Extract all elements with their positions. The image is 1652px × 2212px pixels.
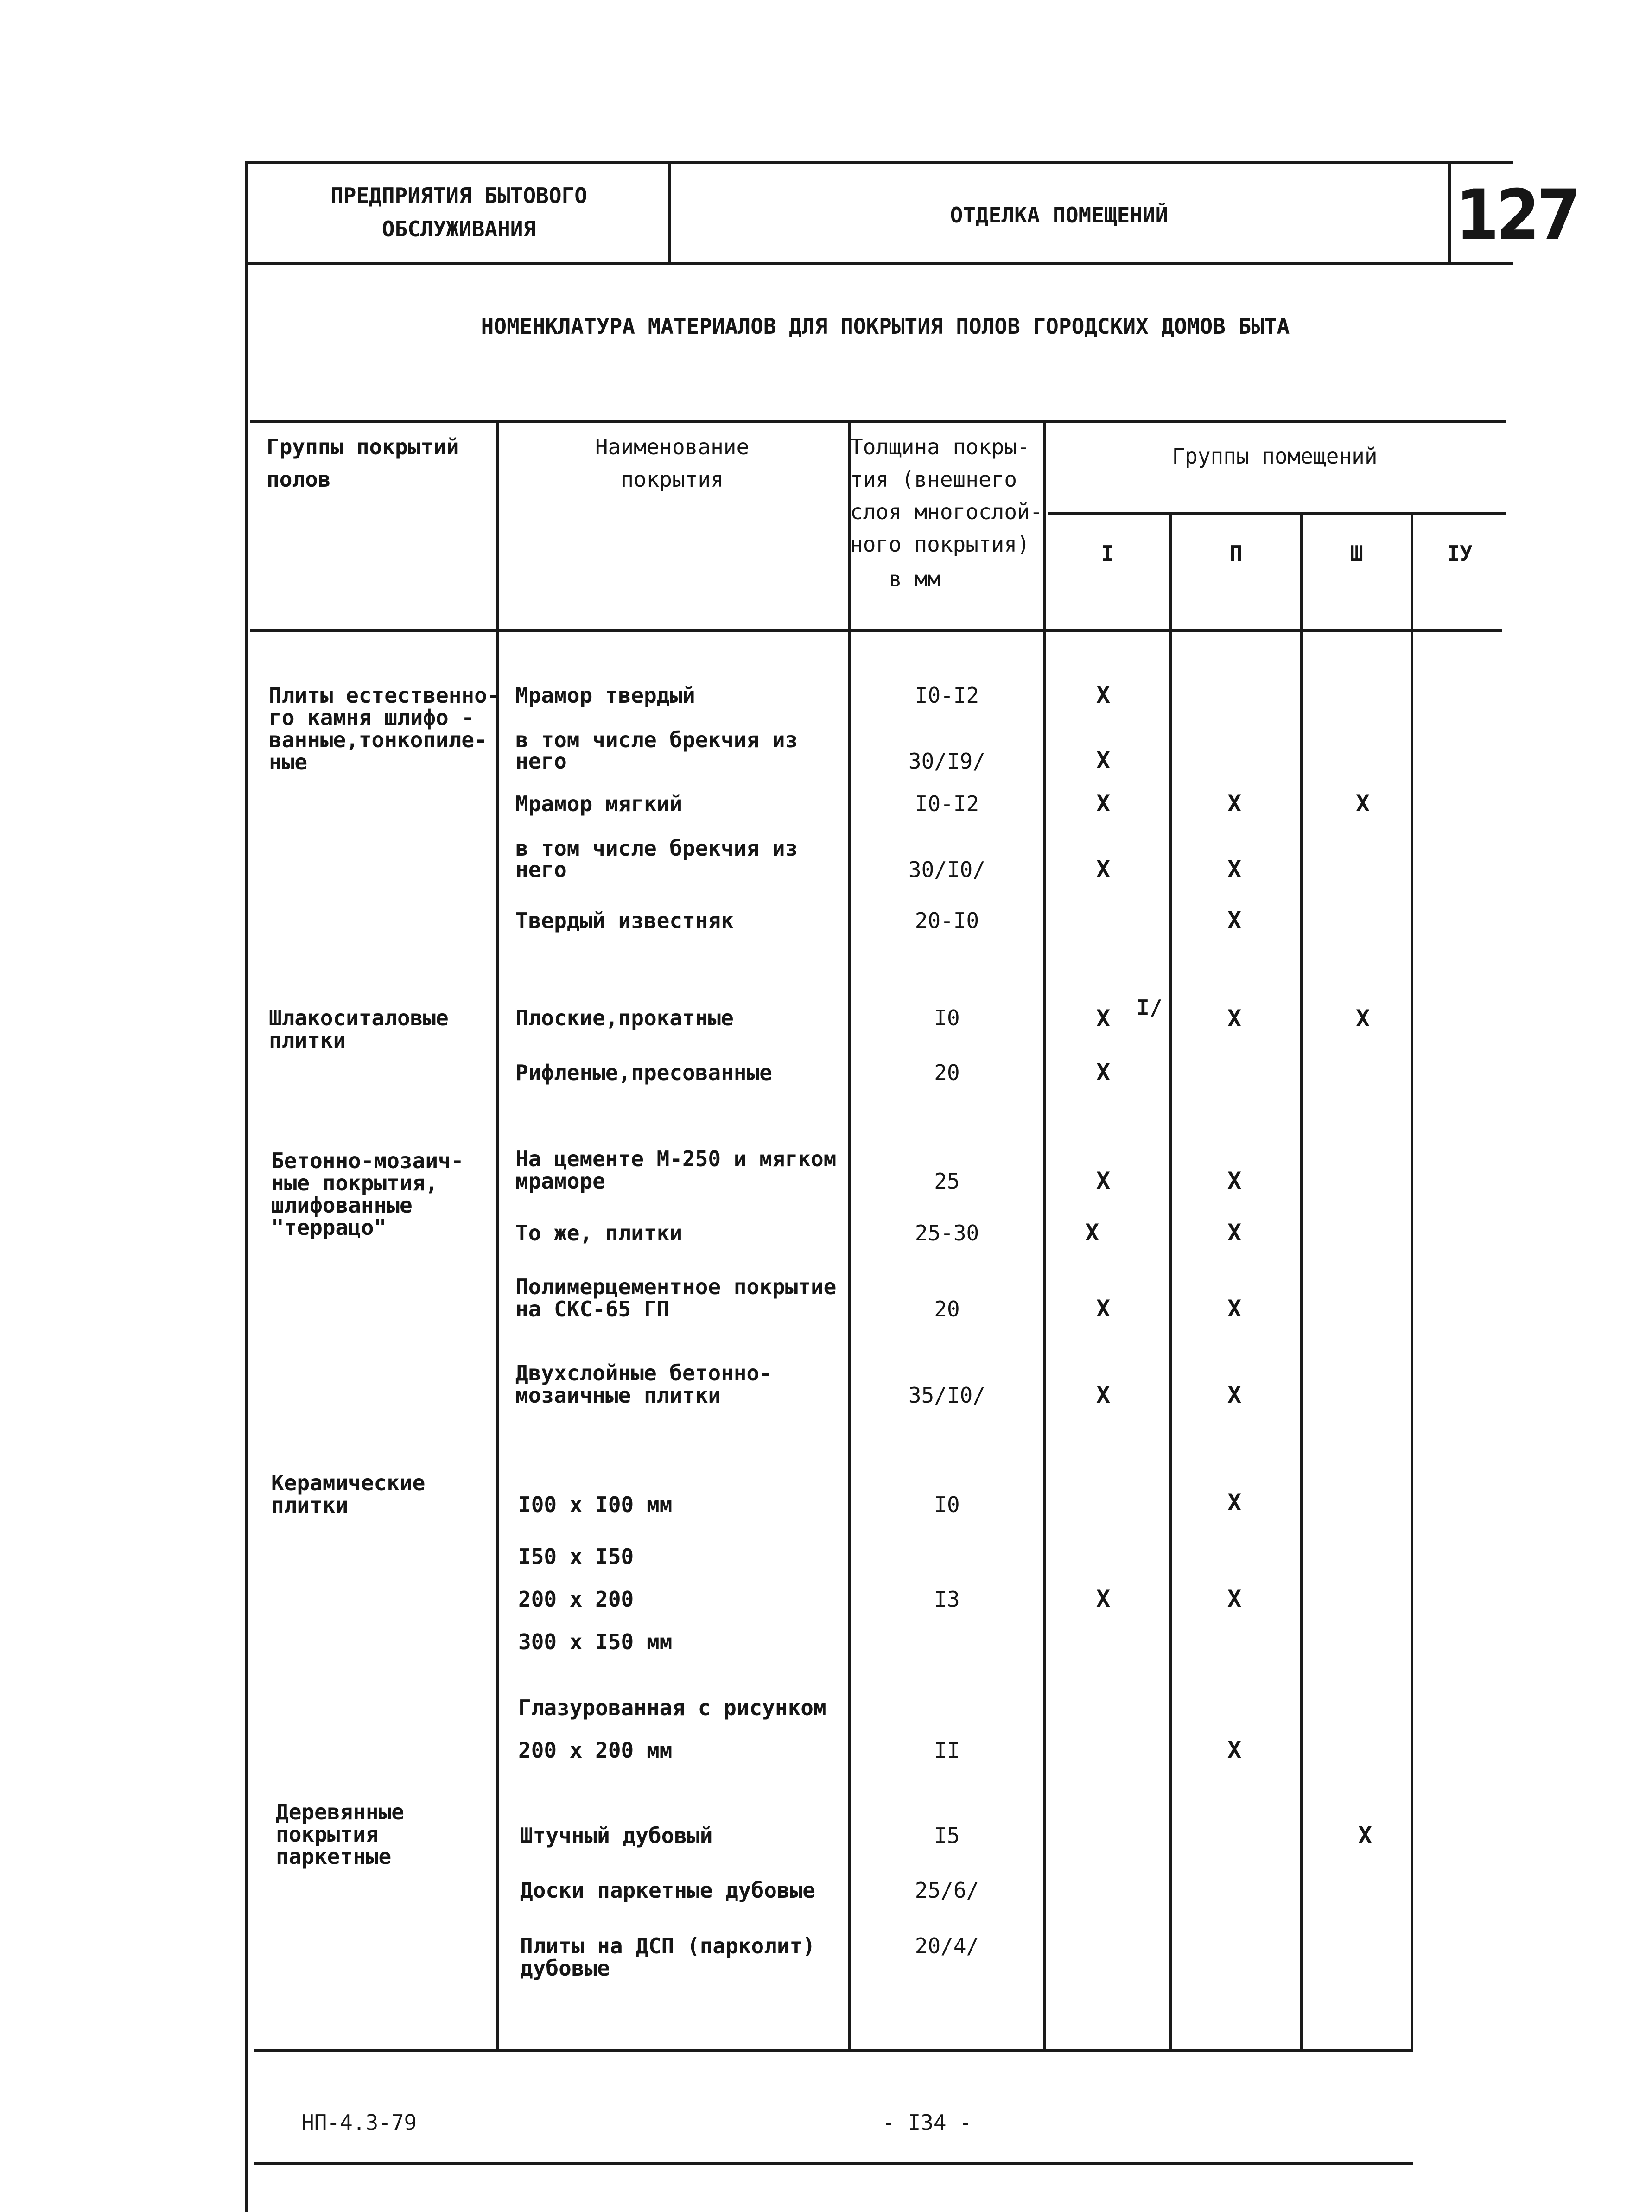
row-thickness: I0 xyxy=(934,1492,960,1517)
row-thickness: 20 xyxy=(934,1060,960,1085)
row-name: Глазурованная с рисунком xyxy=(518,1695,826,1720)
rooms-subheader-rule xyxy=(1048,512,1506,515)
row-name: Твердый известняк xyxy=(515,908,734,933)
room-mark: Х xyxy=(1096,790,1111,817)
row-name: Мрамор твердый xyxy=(515,683,695,708)
row-name: мраморе xyxy=(515,1169,605,1194)
room-mark: Х xyxy=(1227,907,1242,934)
row-name: I50 х I50 xyxy=(518,1544,634,1569)
room-mark: Х xyxy=(1358,1822,1372,1849)
row-name: То же, плитки xyxy=(515,1220,683,1246)
header-divider-rule xyxy=(668,161,671,264)
col-divider-6 xyxy=(1411,512,1413,2050)
document-title: НОМЕНКЛАТУРА МАТЕРИАЛОВ ДЛЯ ПОКРЫТИЯ ПОЛОВ ГОРОДСКИХ ДОМОВ БЫТА xyxy=(481,314,1290,339)
section-title: ОТДЕЛКА ПОМЕЩЕНИЙ xyxy=(950,203,1169,228)
group-terrazzo-line2: ные покрытия, xyxy=(271,1170,438,1195)
header-room-1: I xyxy=(1101,541,1114,566)
room-mark: Х xyxy=(1096,1005,1111,1032)
frame-left-rule xyxy=(245,161,248,2212)
group-terrazzo-line3: шлифованные xyxy=(271,1193,413,1218)
group-terrazzo-line1: Бетонно-мозаич- xyxy=(271,1148,464,1173)
sheet-number-divider xyxy=(1448,161,1451,264)
room-mark: Х xyxy=(1227,1005,1242,1032)
header-room-groups: Группы помещений xyxy=(1172,444,1378,469)
org-name-line1: ПРЕДПРИЯТИЯ БЫТОВОГО xyxy=(330,183,587,208)
row-thickness: I3 xyxy=(934,1587,960,1612)
room-mark: Х xyxy=(1227,1585,1242,1612)
room-mark: Х xyxy=(1096,681,1111,708)
org-name-line2: ОБСЛУЖИВАНИЯ xyxy=(381,216,536,242)
col-divider-4 xyxy=(1169,512,1172,2050)
header-thickness-line5: в мм xyxy=(889,566,940,591)
row-name: На цементе М-250 и мягком xyxy=(515,1146,837,1171)
room-mark: Х xyxy=(1096,747,1111,774)
room-mark: Х xyxy=(1096,1295,1111,1322)
header-top-rule xyxy=(245,161,1513,164)
row-name: Рифленые,пресованные xyxy=(515,1060,772,1085)
group-slag-ceramic-line1: Шлакоситаловые xyxy=(269,1005,449,1030)
row-thickness: I0-I2 xyxy=(915,683,979,708)
row-thickness: 30/I0/ xyxy=(908,857,986,882)
room-mark: Х xyxy=(1227,790,1242,817)
room-mark: Х xyxy=(1096,1167,1111,1194)
row-thickness: I5 xyxy=(934,1823,960,1848)
row-name: Доски паркетные дубовые xyxy=(520,1878,815,1903)
row-name: в том числе брекчия из xyxy=(515,836,798,861)
col-divider-3 xyxy=(1043,420,1046,2050)
room-mark: Х xyxy=(1227,1489,1242,1516)
row-thickness: 25/6/ xyxy=(915,1878,979,1903)
row-name: Двухслойные бетонно- xyxy=(515,1360,772,1386)
sheet-number: 127 xyxy=(1455,175,1578,256)
group-natural-stone-line3: ванные,тонкопиле- xyxy=(269,727,487,752)
col-divider-1 xyxy=(496,420,499,2050)
header-groups-line1: Группы покрытий xyxy=(267,434,459,459)
row-thickness: 25-30 xyxy=(915,1220,979,1246)
row-name: 200 х 200 мм xyxy=(518,1738,673,1763)
header-room-3: Ш xyxy=(1350,541,1363,566)
row-thickness: 35/I0/ xyxy=(908,1383,986,1408)
footer-document-code: НП-4.3-79 xyxy=(301,2110,417,2135)
header-thickness-line1: Толщина покры- xyxy=(850,434,1030,459)
header-name-line2: покрытия xyxy=(621,467,724,492)
room-mark: Х xyxy=(1227,856,1242,883)
row-name: 200 х 200 xyxy=(518,1587,634,1612)
room-mark: Х xyxy=(1355,790,1370,817)
group-parquet-line1: Деревянные xyxy=(276,1799,404,1824)
header-thickness-line2: тия (внешнего xyxy=(850,467,1017,492)
row-name: Плиты на ДСП (парколит) xyxy=(520,1933,815,1958)
col-divider-5 xyxy=(1300,512,1303,2050)
room-mark: Х xyxy=(1227,1381,1242,1408)
table-bottom-rule xyxy=(254,2049,1413,2052)
row-thickness: 20/4/ xyxy=(915,1933,979,1958)
row-name: Штучный дубовый xyxy=(520,1823,713,1848)
room-mark: Х xyxy=(1085,1219,1099,1246)
header-room-2: П xyxy=(1229,541,1243,566)
row-name: Полимерцементное покрытие xyxy=(515,1274,837,1299)
group-ceramic-line2: плитки xyxy=(271,1493,349,1518)
row-name: него xyxy=(515,749,567,774)
row-name: Мрамор мягкий xyxy=(515,791,683,816)
row-name: на СКС-65 ГП xyxy=(515,1297,670,1322)
room-mark: Х xyxy=(1227,1295,1242,1322)
row-thickness: 30/I9/ xyxy=(908,749,986,774)
row-name: дубовые xyxy=(520,1956,610,1981)
footnote-ref: I/ xyxy=(1137,995,1163,1020)
row-thickness: 20-I0 xyxy=(915,908,979,933)
row-thickness: II xyxy=(934,1738,960,1763)
header-thickness-line3: слоя многослой- xyxy=(850,499,1043,524)
table-header-bottom-rule xyxy=(250,629,1502,632)
group-natural-stone-line1: Плиты естественно- xyxy=(269,683,500,708)
row-name: 300 х I50 мм xyxy=(518,1629,673,1654)
footer-page-number: - I34 - xyxy=(882,2110,972,2135)
row-name: Плоские,прокатные xyxy=(515,1005,734,1030)
room-mark: Х xyxy=(1096,1059,1111,1086)
group-natural-stone-line2: го камня шлифо - xyxy=(269,705,475,730)
header-name-line1: Наименование xyxy=(595,434,750,459)
group-terrazzo-line4: "террацо" xyxy=(271,1215,387,1240)
row-thickness: 20 xyxy=(934,1297,960,1322)
row-name: в том числе брекчия из xyxy=(515,727,798,752)
header-groups-line2: полов xyxy=(267,467,331,492)
room-mark: Х xyxy=(1096,1381,1111,1408)
room-mark: Х xyxy=(1096,856,1111,883)
row-thickness: I0-I2 xyxy=(915,791,979,816)
row-name: мозаичные плитки xyxy=(515,1383,721,1408)
row-thickness: 25 xyxy=(934,1169,960,1194)
room-mark: Х xyxy=(1227,1736,1242,1763)
group-parquet-line3: паркетные xyxy=(276,1844,392,1869)
room-mark: Х xyxy=(1227,1219,1242,1246)
header-thickness-line4: ного покрытия) xyxy=(850,532,1030,557)
group-natural-stone-line4: ные xyxy=(269,750,308,775)
header-room-4: IУ xyxy=(1447,541,1473,566)
frame-bottom-rule xyxy=(254,2162,1413,2165)
table-top-rule xyxy=(250,420,1506,423)
group-parquet-line2: покрытия xyxy=(276,1822,379,1847)
row-name: него xyxy=(515,857,567,882)
group-slag-ceramic-line2: плитки xyxy=(269,1028,346,1053)
room-mark: Х xyxy=(1096,1585,1111,1612)
group-ceramic-line1: Керамические xyxy=(271,1470,426,1495)
room-mark: Х xyxy=(1227,1167,1242,1194)
row-thickness: I0 xyxy=(934,1005,960,1030)
row-name: I00 х I00 мм xyxy=(518,1492,673,1517)
room-mark: Х xyxy=(1355,1005,1370,1032)
header-bottom-rule xyxy=(245,262,1513,265)
